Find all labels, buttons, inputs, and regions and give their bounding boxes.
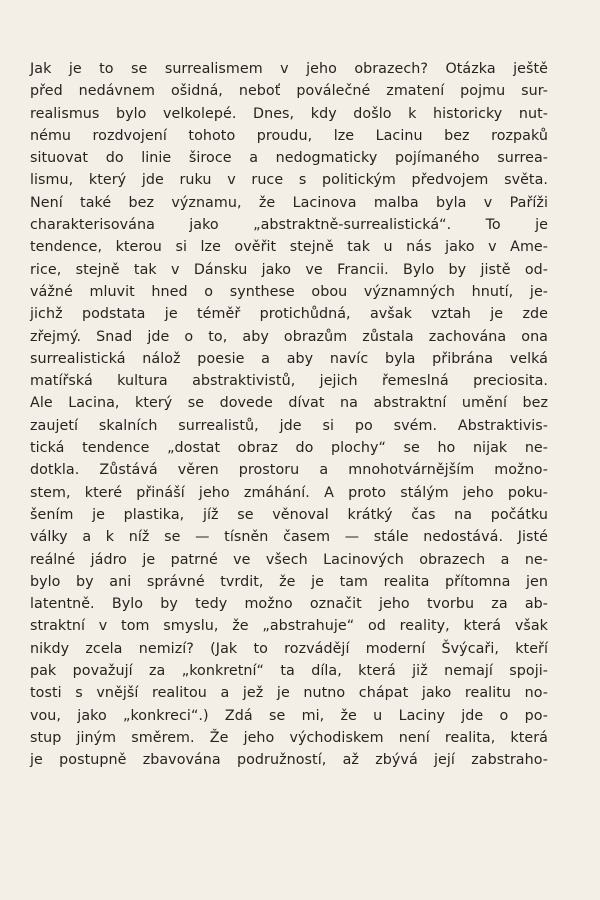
text-line: jichž podstata je téměř protichůdná, avšak vztah je zde <box>30 306 548 323</box>
text-line: rice, stejně tak v Dánsku jako ve Francii. Bylo by jistě od- <box>30 261 548 278</box>
text-block <box>30 58 548 772</box>
text-line: dotkla. Zůstává věren prostoru a mnohotvárnějším možno- <box>30 462 548 479</box>
text-line: straktní v tom smyslu, že „abstrahuje“ od reality, která však <box>30 618 548 635</box>
text-line: vou, jako „konkreci“.) Zdá se mi, že u Laciny jde o po- <box>30 707 548 724</box>
text-line: tosti s vnější realitou a jež je nutno chápat jako realitu no- <box>30 685 548 702</box>
text-line: charakterisována jako „abstraktně-surrealistická“. To je <box>30 217 548 234</box>
text-line: tendence, kterou si lze ověřit stejně tak u nás jako v Ame- <box>30 239 548 256</box>
text-line: surrealistická nálož poesie a aby navíc byla přibrána velká <box>30 350 548 367</box>
text-line: situovat do linie široce a nedogmaticky pojímaného surrea- <box>30 150 548 167</box>
text-line: latentně. Bylo by tedy možno označit jeho tvorbu za ab- <box>30 596 548 613</box>
text-line: nikdy zcela nemizí? (Jak to rozvádějí moderní Švýcaři, kteří <box>30 640 548 657</box>
text-line: bylo by ani správné tvrdit, že je tam realita přítomna jen <box>30 573 548 590</box>
text-line: zaujetí skalních surrealistů, jde si po svém. Abstraktivis- <box>30 417 548 434</box>
text-line: šením je plastika, jíž se věnoval krátký čas na počátku <box>30 506 548 523</box>
text-line: matířská kultura abstraktivistů, jejich řemeslná preciosita. <box>30 373 548 390</box>
text-line: tická tendence „dostat obraz do plochy“ se ho nijak ne- <box>30 440 548 457</box>
text-line: realismus bylo velkolepé. Dnes, kdy došlo k historicky nut- <box>30 105 548 122</box>
text-line: nému rozdvojení tohoto proudu, lze Lacinu bez rozpaků <box>30 127 548 144</box>
text-line: je postupně zbavována podružností, až zbývá její zabstraho- <box>30 752 548 769</box>
text-line: reálné jádro je patrné ve všech Lacinových obrazech a ne- <box>30 551 548 568</box>
text-line: války a k níž se — tísněn časem — stále nedostává. Jisté <box>30 529 548 546</box>
text-line: zřejmý. Snad jde o to, aby obrazům zůstala zachována ona <box>30 328 548 345</box>
text-line: pak považují za „konkretní“ ta díla, která již nemají spoji- <box>30 663 548 680</box>
text-line: vážné mluvit hned o synthese obou významných hnutí, je- <box>30 283 548 300</box>
text-line: stem, které přináší jeho zmáhání. A proto stálým jeho poku- <box>30 484 548 501</box>
text-line: lismu, který jde ruku v ruce s politickým předvojem světa. <box>30 172 548 189</box>
text-line: stup jiným směrem. Že jeho východiskem není realita, která <box>30 729 548 746</box>
text-line: před nedávnem ošidná, neboť poválečné zmatení pojmu sur- <box>30 83 548 100</box>
text-line: Není také bez významu, že Lacinova malba byla v Paříži <box>30 194 548 211</box>
text-line: Ale Lacina, který se dovede dívat na abstraktní umění bez <box>30 395 548 412</box>
text-line: Jak je to se surrealismem v jeho obrazech? Otázka ještě <box>30 61 548 77</box>
